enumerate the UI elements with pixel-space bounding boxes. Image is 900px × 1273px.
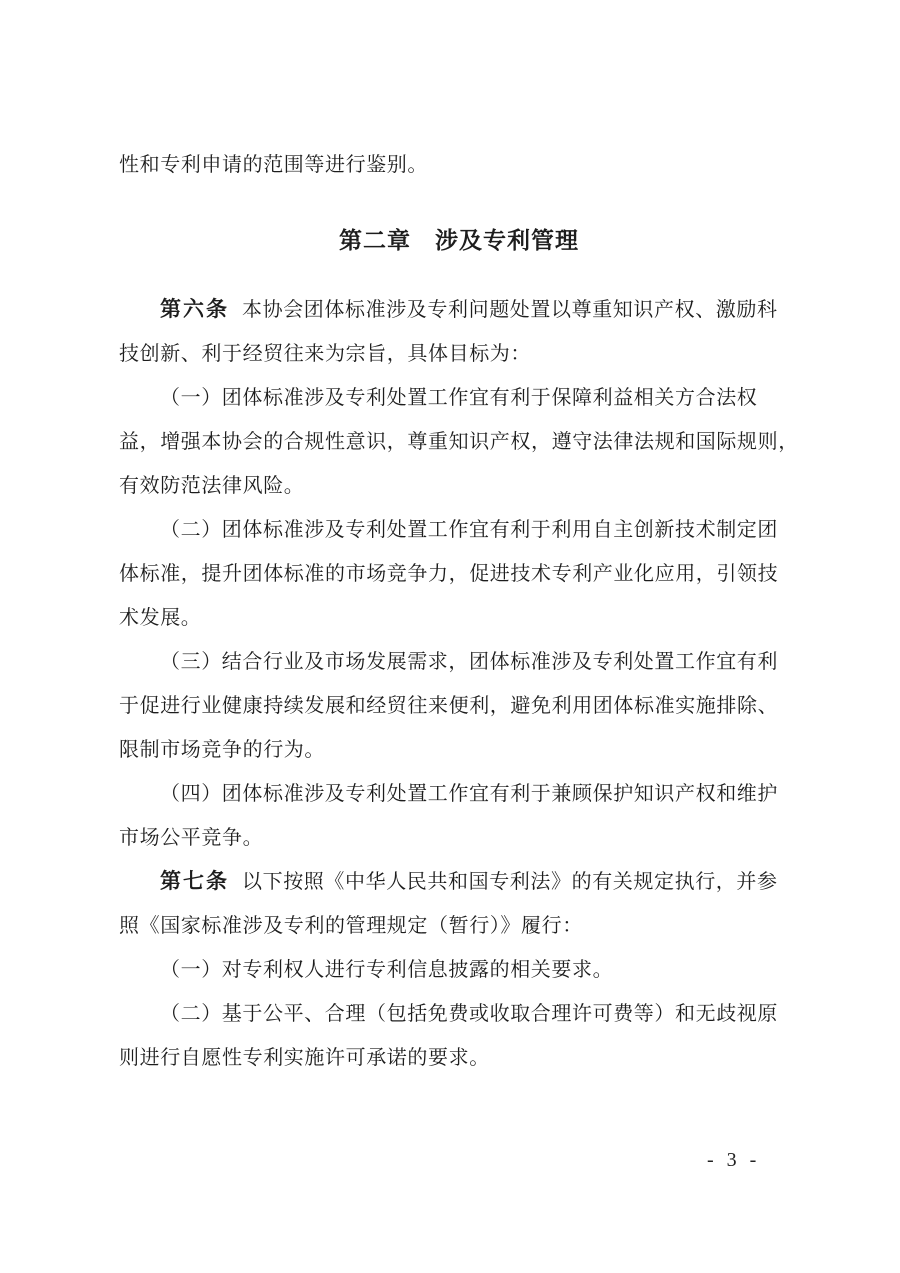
paragraph-line [119,860,799,904]
paragraph-line: 体标准，提升团体标准的市场竞争力，促进技术专利产业化应用，引领技 [119,563,779,585]
paragraph-line [119,288,799,332]
paragraph-line: 照《国家标准涉及专利的管理规定（暂行）》履行： [119,915,583,937]
paragraph-line: 益，增强本协会的合规性意识，尊重知识产权，遵守法律法规和国际规则， [119,431,799,453]
paragraph-line: （一）团体标准涉及专利处置工作宜有利于保障利益相关方合法权 [160,387,758,409]
paragraph-line: 技创新、利于经贸往来为宗旨，具体目标为： [119,343,531,365]
paragraph-line: （四）团体标准涉及专利处置工作宜有利于兼顾保护知识产权和维护 [160,783,778,805]
paragraph-line: 术发展。 [119,607,202,629]
paragraph-line: （三）结合行业及市场发展需求，团体标准涉及专利处置工作宜有利 [160,651,778,673]
carryover-line: 性和专利申请的范围等进行鉴别。 [119,154,428,176]
article-number: 第六条 [160,298,229,321]
page-content [119,143,799,1080]
paragraph-line: （二）团体标准涉及专利处置工作宜有利于利用自主创新技术制定团 [160,519,778,541]
paragraph-line: （一）对专利权人进行专利信息披露的相关要求。 [160,959,614,981]
chapter-heading: 第二章 涉及专利管理 [339,227,579,253]
paragraph-text: 本协会团体标准涉及专利问题处置以尊重知识产权、激励科 [242,299,778,321]
article-number: 第七条 [160,870,229,893]
paragraph-line: 有效防范法律风险。 [119,475,305,497]
paragraph-line: 限制市场竞争的行为。 [119,739,325,761]
paragraph-text: 以下按照《中华人民共和国专利法》的有关规定执行，并参 [242,871,778,893]
page-number: - 3 - [707,1149,761,1171]
paragraph-line: 市场公平竞争。 [119,827,264,849]
paragraph-line: 于促进行业健康持续发展和经贸往来便利，避免利用团体标准实施排除、 [119,695,779,717]
paragraph-line: 则进行自愿性专利实施许可承诺的要求。 [119,1047,490,1069]
paragraph-line: （二）基于公平、合理（包括免费或收取合理许可费等）和无歧视原 [160,1003,778,1025]
